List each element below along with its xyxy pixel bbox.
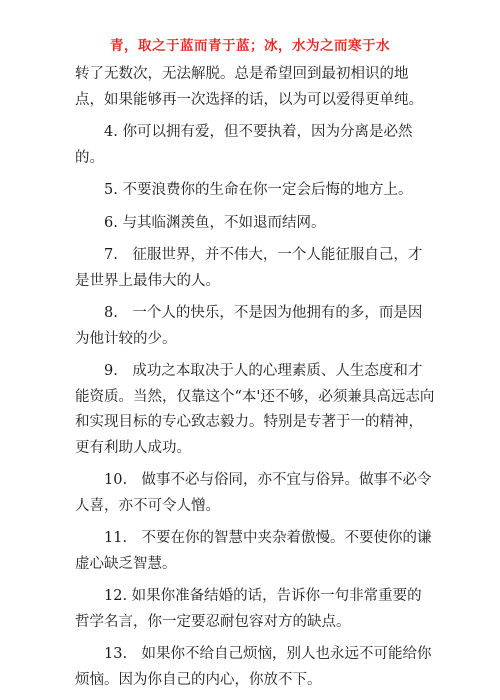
paragraph-text: 5. 不要浪费你的生命在你一定会后悔的地方上。 — [104, 182, 413, 198]
paragraph — [75, 243, 435, 294]
paragraph — [75, 642, 435, 693]
paragraph-text: 转了无数次，无法解脱。总是希望回到最初相识的地点，如果能够再一次选择的话，以为可以爱得更单纯。 — [75, 66, 423, 108]
paragraph-text: 13. 如果你不给自己烦恼，别人也永远不可能给你烦恼。因为你自己的内心，你放不下。 — [75, 646, 432, 688]
paragraph — [75, 359, 435, 461]
paragraph — [75, 584, 435, 635]
paragraph-text: 12. 如果你准备结婚的话，告诉你一句非常重要的哲学名言，你一定要忍耐包容对方的缺点。 — [75, 588, 422, 630]
paragraph-text: 10. 做事不必与俗同，亦不宜与俗异。做事不必令人喜，亦不可令人憎。 — [75, 472, 432, 514]
paragraph — [75, 62, 435, 113]
paragraph-text: 8. 一个人的快乐，不是因为他拥有的多，而是因为他计较的少。 — [75, 305, 423, 347]
paragraph — [75, 178, 435, 204]
document-body — [75, 62, 435, 700]
paragraph — [75, 526, 435, 577]
page-header: 青，取之于蓝而青于蓝；冰，水为之而寒于水 — [110, 38, 390, 54]
paragraph-text: 4. 你可以拥有爱，但不要执着，因为分离是必然的。 — [75, 124, 413, 166]
paragraph — [75, 211, 435, 237]
paragraph — [75, 468, 435, 519]
paragraph — [75, 120, 435, 171]
paragraph-text: 9. 成功之本取决于人的心理素质、人生态度和才能资质。当然，仅靠这个“本'还不够，必须兼具高远志向和实现目标的专心致志毅力。特别是专著于一的精神，更有利助人成功。 — [75, 363, 435, 456]
paragraph — [75, 301, 435, 352]
paragraph-text: 6. 与其临渊羡鱼，不如退而结网。 — [104, 214, 326, 231]
paragraph-text: 11. 不要在你的智慧中夹杂着傲慢。不要使你的谦虚心缺乏智慧。 — [75, 530, 432, 572]
paragraph-text: 7. 征服世界，并不伟大，一个人能征服自己，才是世界上最伟大的人。 — [75, 247, 423, 289]
